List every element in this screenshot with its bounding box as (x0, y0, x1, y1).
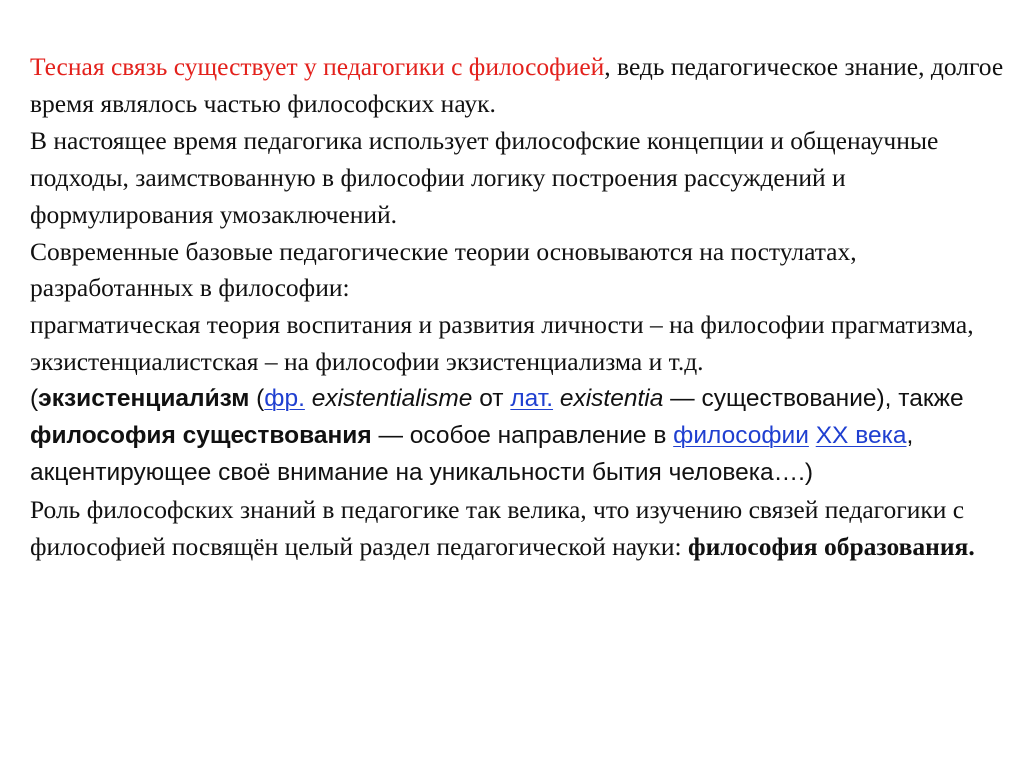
link-20th-century[interactable]: XX века (815, 422, 907, 450)
wiki-latin-word: existentia (559, 385, 664, 413)
wiki-sep-1: ( (249, 385, 265, 413)
wiki-term: экзистенциали́зм (38, 385, 250, 413)
paragraph-basic-theories: Современные базовые педагогические теории основываются на постулатах, разработанных в философии: (30, 236, 857, 303)
wiki-sep-2 (305, 385, 312, 412)
wiki-alt-term: философия существования (30, 422, 372, 450)
slide-text-body (30, 49, 1005, 566)
link-philosophy[interactable]: философии (673, 422, 809, 450)
highlighted-statement: Тесная связь существует у педагогики с философией (30, 52, 605, 81)
wiki-french-word: existentialisme (311, 385, 473, 413)
paragraph-conclusion (30, 492, 1005, 566)
wiki-sep-4 (809, 422, 816, 449)
link-french[interactable]: фр. (264, 385, 305, 413)
wiki-open-paren: ( (30, 385, 39, 413)
paragraph-pragmatic-theory: прагматическая теория воспитания и развития личности – на философии прагматизма, (30, 310, 974, 340)
conclusion-text: Роль философских знаний в педагогике так велика, что изучению связей педагогики с философией посвящён целый раздел педагогической науки: (30, 494, 965, 561)
wiki-from: от (472, 385, 511, 413)
wiki-description-1: — особое направление в (371, 422, 674, 450)
paragraph-existentialist-theory: экзистенциалистская – на философии экзистенциализма и т.д. (30, 347, 704, 377)
conclusion-bold-term: философия образования. (688, 531, 975, 561)
paragraph-intro (30, 49, 1005, 123)
wiki-description-2: , акцентирующее своё внимание на уникальности бытия человека….) (30, 422, 914, 486)
paragraph-modern-pedagogy: В настоящее время педагогика использует философские концепции и общенаучные подходы, заимствованную в философии логику построения рассуждений и формулирования умозаключений. (30, 125, 939, 229)
wiki-dash-text: — существование), также (663, 385, 964, 413)
wiki-sep-3 (553, 385, 560, 412)
intro-continuation: , ведь педагогическое знание, долгое время являлось частью философских наук. (30, 52, 1004, 118)
wiki-definition (30, 381, 1005, 492)
link-latin[interactable]: лат. (510, 385, 554, 413)
